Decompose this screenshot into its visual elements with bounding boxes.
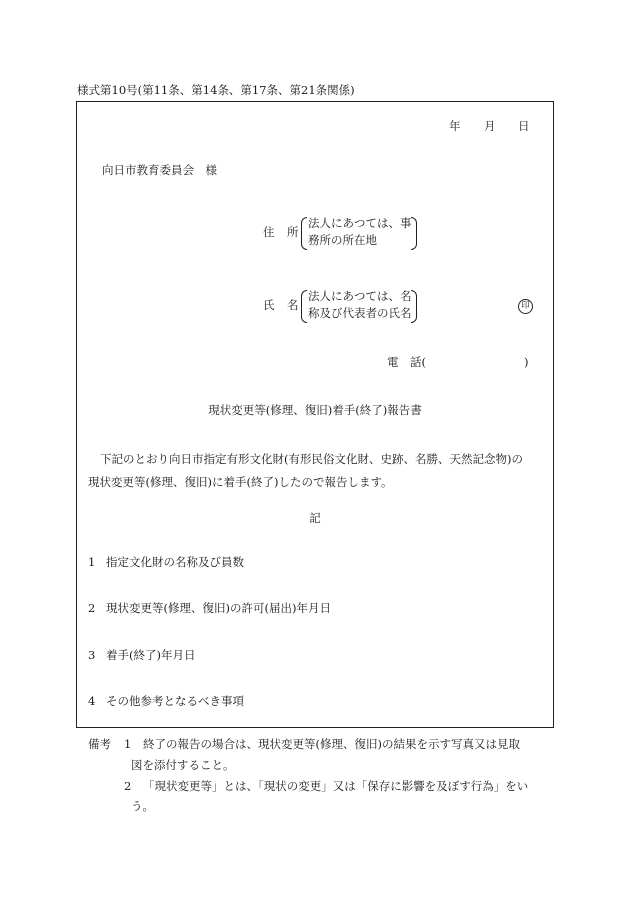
item-text: 着手(終了)年月日 xyxy=(106,648,196,662)
address-bracket-right xyxy=(411,217,417,250)
item-number: 2 xyxy=(88,601,96,615)
item-number: 1 xyxy=(88,555,96,569)
report-body-line-1: 下記のとおり向日市指定有形文化財(有形民俗文化財、史跡、名勝、天然記念物)の xyxy=(100,452,523,466)
list-item xyxy=(88,556,244,570)
phone-close-paren: ) xyxy=(524,355,529,369)
phone-label: 電 話( xyxy=(387,355,426,369)
name-bracket-left xyxy=(301,290,307,323)
date-month-label: 月 xyxy=(484,119,496,133)
name-label-char-2: 名 xyxy=(287,298,299,312)
notes-heading: 備考 xyxy=(88,737,111,751)
note-1-line-1: 終了の報告の場合は、現状変更等(修理、復旧)の結果を示す写真又は見取 xyxy=(143,737,520,751)
note-2-line-1: 「現状変更等」とは、「現状の変更」又は「保存に影響を及ぼす行為」をい xyxy=(143,779,529,793)
date-year-label: 年 xyxy=(449,119,461,133)
addressee: 向日市教育委員会 様 xyxy=(102,163,217,177)
address-bracket-left xyxy=(301,217,307,250)
note-2-line-2: う。 xyxy=(131,799,154,813)
note-1-line-2: 図を添付すること。 xyxy=(131,758,235,772)
list-item xyxy=(88,649,195,663)
name-note-line-1: 法人にあつては、名 xyxy=(308,289,412,303)
name-note-line-2: 称及び代表者の氏名 xyxy=(308,306,412,320)
report-body xyxy=(88,448,546,494)
list-item xyxy=(88,602,331,616)
address-note-line-1: 法人にあつては、事 xyxy=(308,216,412,230)
list-item xyxy=(88,695,244,709)
note-1-number: 1 xyxy=(124,737,132,751)
ki-heading: 記 xyxy=(309,511,321,525)
item-number: 4 xyxy=(88,694,96,708)
seal-icon: 印 xyxy=(518,299,533,314)
document-title: 現状変更等(修理、復旧)着手(終了)報告書 xyxy=(208,403,422,417)
address-note-line-2: 務所の所在地 xyxy=(308,233,377,247)
form-number-label: 様式第10号(第11条、第14条、第17条、第21条関係) xyxy=(77,83,355,97)
name-label-char-1: 氏 xyxy=(263,298,275,312)
address-label-char-2: 所 xyxy=(287,225,299,239)
date-day-label: 日 xyxy=(518,119,530,133)
item-number: 3 xyxy=(88,648,96,662)
name-bracket-right xyxy=(411,290,417,323)
address-label-char-1: 住 xyxy=(263,225,275,239)
item-text: 指定文化財の名称及び員数 xyxy=(106,555,244,569)
item-text: 現状変更等(修理、復旧)の許可(届出)年月日 xyxy=(106,601,331,615)
report-body-line-2: 現状変更等(修理、復旧)に着手(終了)したので報告します。 xyxy=(88,475,393,489)
note-2-number: 2 xyxy=(124,779,132,793)
item-text: その他参考となるべき事項 xyxy=(106,694,244,708)
